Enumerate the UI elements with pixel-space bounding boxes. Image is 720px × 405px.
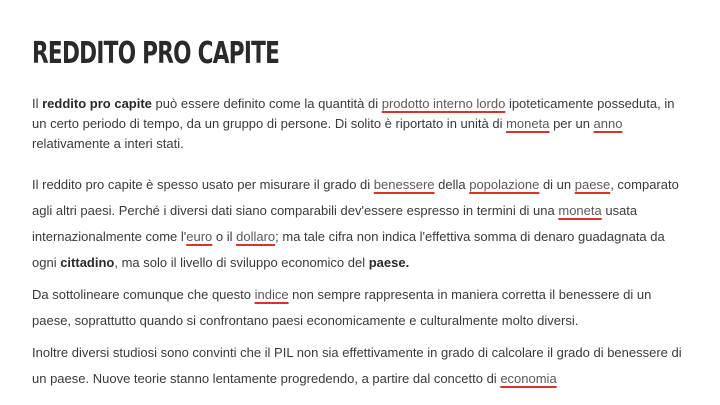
link-economia[interactable]: economia: [500, 371, 557, 386]
link-popolazione[interactable]: popolazione: [469, 177, 540, 192]
bold-term: cittadino: [60, 255, 115, 270]
text-run: , comparato agli altri paesi. Perché i diversi dati siano comparabili dev'essere espresso in termini di una: [32, 177, 679, 218]
link-dollaro[interactable]: dollaro: [236, 229, 276, 244]
link-moneta[interactable]: moneta: [558, 203, 602, 218]
text-run: Il reddito pro capite è spesso usato per misurare il grado di: [32, 177, 374, 192]
text-run: usata internazionalmente come l': [32, 203, 638, 244]
link-indice[interactable]: indice: [254, 287, 289, 302]
link-paese[interactable]: paese: [574, 177, 611, 192]
bold-term: paese.: [368, 255, 410, 270]
slide-title: REDDITO PRO CAPITE: [32, 36, 280, 71]
text-run: Inoltre diversi studiosi sono convinti che il PIL non sia effettivamente in grado di calcolare il grado di benessere di un paese. Nuove teorie stanno lentamente progredendo, a partire dal concetto di: [32, 345, 682, 386]
text-run: ipoteticamente posseduta, in un certo periodo di tempo, da un gruppo di persone. Di solito è riportato in unità di: [32, 96, 675, 131]
link-prodotto-interno-lordo[interactable]: prodotto interno lordo: [381, 96, 506, 111]
text-run: di un: [539, 177, 575, 192]
text-run: non sempre rappresenta in maniera corretta il benessere di un paese, soprattutto quando si confrontano paesi economicamente e culturalmente molto diversi.: [32, 287, 652, 328]
paragraph-definition: [32, 94, 692, 154]
text-run: per un: [549, 116, 594, 131]
text-run: relativamente a interi stati.: [32, 136, 184, 151]
link-moneta[interactable]: moneta: [506, 116, 550, 131]
link-benessere[interactable]: benessere: [373, 177, 435, 192]
text-run: Il: [32, 96, 43, 111]
link-euro[interactable]: euro: [186, 229, 213, 244]
link-anno[interactable]: anno: [593, 116, 623, 131]
text-run: ; ma tale cifra non indica l'effettiva somma di denaro guadagnata da ogni: [32, 229, 665, 270]
slide-body: [32, 94, 692, 392]
bold-term: reddito pro capite: [42, 96, 152, 111]
text-run: o il: [212, 229, 237, 244]
paragraph-limitations: [32, 282, 692, 334]
paragraph-theories: [32, 340, 692, 392]
text-run: , ma solo il livello di sviluppo economico del: [114, 255, 369, 270]
text-run: può essere definito come la quantità di: [151, 96, 382, 111]
text-run: della: [434, 177, 470, 192]
text-run: Da sottolineare comunque che questo: [32, 287, 255, 302]
paragraph-usage: [32, 172, 692, 276]
